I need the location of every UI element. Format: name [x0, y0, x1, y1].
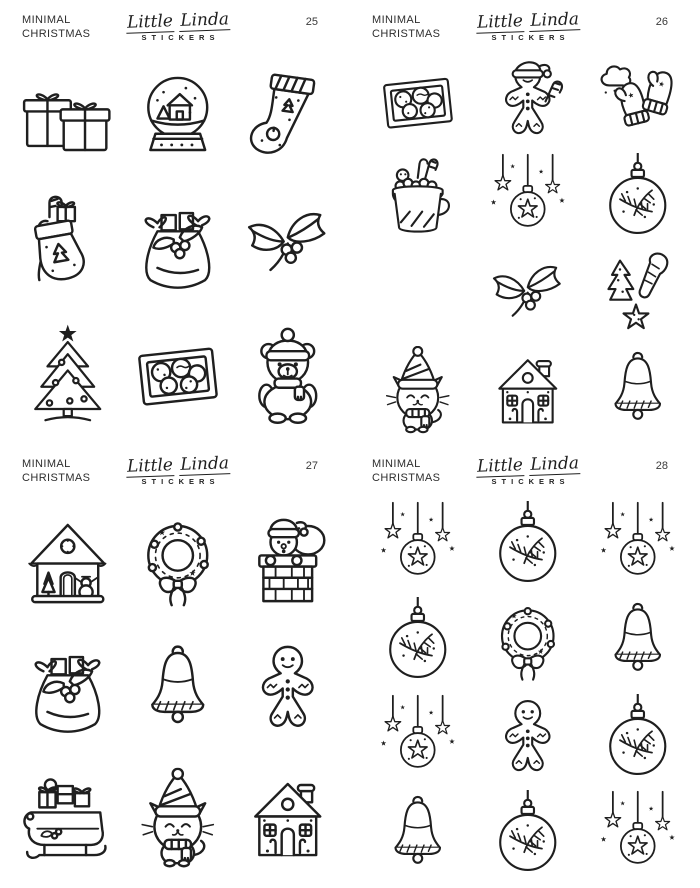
sticker-teddy-bear: [234, 311, 342, 438]
little-linda-logo: [126, 454, 230, 486]
sheet-page-1: [0, 0, 350, 444]
holly-icon: [477, 250, 579, 339]
logo-word-2: Linda: [529, 9, 580, 31]
brand-line-2: CHRISTMAS: [22, 28, 91, 41]
page-number: 25: [305, 16, 318, 28]
gift-sack-icon: [127, 186, 229, 305]
gingerbread-santa-icon: [477, 57, 579, 146]
logo-word-1: Little: [126, 11, 174, 33]
sticker-gingerbread-santa: [474, 54, 582, 149]
cookie-box-icon: [127, 315, 229, 434]
empty-cell: [364, 247, 472, 342]
cat-icon: [367, 346, 469, 435]
logo-script: [126, 9, 231, 33]
sleigh-icon: [17, 759, 119, 878]
hanging-stars-icon: [477, 153, 579, 242]
gingerbread-man-icon: [237, 630, 339, 749]
gingerbread-man-icon: [477, 694, 579, 783]
bell-icon: [367, 790, 469, 879]
brand-line-1: MINIMAL: [22, 458, 71, 470]
sticker-sleigh: [14, 755, 122, 882]
gingerbread-house-icon: [477, 346, 579, 435]
sheet-header: [364, 10, 692, 54]
sticker-stocking: [234, 54, 342, 181]
little-linda-logo: [476, 10, 580, 42]
sticker-hanging-stars: [584, 788, 692, 883]
teddy-bear-icon: [237, 315, 339, 434]
sticker-snow-globe: [124, 54, 232, 181]
ornament-pine-icon: [587, 153, 689, 242]
sheet-page-3: [0, 444, 350, 888]
brand-line-2: CHRISTMAS: [372, 472, 441, 485]
logo-word-1: Little: [126, 455, 174, 477]
sticker-gift-sack: [124, 183, 232, 310]
ornament-pine-icon: [477, 501, 579, 590]
sheet-header: [14, 454, 342, 498]
brand-line-2: CHRISTMAS: [22, 472, 91, 485]
logo-subtitle: STICKERS: [141, 477, 220, 486]
page-number: 27: [305, 460, 318, 472]
sticker-ornament-pine: [584, 691, 692, 786]
hanging-stars-icon: [367, 501, 469, 590]
sticker-stocking-gifts: [14, 183, 122, 310]
wreath-icon: [127, 502, 229, 621]
gift-sack-icon: [17, 630, 119, 749]
sticker-cat: [124, 755, 232, 882]
stocking-icon: [237, 58, 339, 177]
logo-word-1: Little: [476, 11, 524, 33]
brand-label: [14, 454, 126, 486]
sticker-ornament-pine: [474, 498, 582, 593]
holly-icon: [237, 186, 339, 305]
cat-icon: [127, 759, 229, 878]
bell-icon: [587, 346, 689, 435]
sticker-gingerbread-man: [474, 691, 582, 786]
sticker-gift-boxes: [14, 54, 122, 181]
sticker-ornament-pine: [584, 151, 692, 246]
sticker-gingerbread-house: [234, 755, 342, 882]
ornament-pine-icon: [587, 694, 689, 783]
sticker-cocoa-mug: [364, 151, 472, 246]
ornament-pine-icon: [477, 790, 579, 879]
sticker-mittens: [584, 54, 692, 149]
sticker-bell: [124, 627, 232, 754]
sticker-hanging-stars: [364, 691, 472, 786]
brand-line-1: MINIMAL: [372, 14, 421, 26]
page-number: 26: [655, 16, 668, 28]
brand-label: [364, 454, 476, 486]
sticker-gingerbread-house: [474, 344, 582, 439]
mittens-icon: [587, 57, 689, 146]
gift-boxes-icon: [17, 58, 119, 177]
sticker-cat: [364, 344, 472, 439]
logo-word-1: Little: [476, 455, 524, 477]
sticker-ornament-pine: [474, 788, 582, 883]
sticker-cookies: [584, 247, 692, 342]
sticker-grid: [364, 498, 692, 882]
tree-icon: [17, 315, 119, 434]
sticker-hanging-stars: [474, 151, 582, 246]
sticker-grid: [364, 54, 692, 438]
sticker-bell: [584, 595, 692, 690]
hanging-stars-icon: [587, 501, 689, 590]
brand-label: [364, 10, 476, 42]
sticker-holly: [234, 183, 342, 310]
brand-line-2: CHRISTMAS: [372, 28, 441, 41]
cookie-box-icon: [367, 57, 469, 146]
logo-subtitle: STICKERS: [141, 33, 220, 42]
ornament-pine-icon: [367, 597, 469, 686]
sheet-header: [364, 454, 692, 498]
page-number: 28: [655, 460, 668, 472]
gingerbread-house-icon: [237, 759, 339, 878]
brand-line-1: MINIMAL: [22, 14, 71, 26]
sticker-bell: [364, 788, 472, 883]
sticker-ornament-pine: [364, 595, 472, 690]
sticker-wreath: [474, 595, 582, 690]
bell-icon: [587, 597, 689, 686]
snow-globe-icon: [127, 58, 229, 177]
bell-icon: [127, 630, 229, 749]
sheet-header: [14, 10, 342, 54]
sticker-holly: [474, 247, 582, 342]
hanging-stars-icon: [587, 790, 689, 879]
logo-script: [476, 453, 581, 477]
sticker-cookie-box: [364, 54, 472, 149]
sheet-page-2: [350, 0, 700, 444]
logo-script: [126, 453, 231, 477]
sheet-page-4: [350, 444, 700, 888]
logo-word-2: Linda: [179, 453, 230, 475]
sticker-hanging-stars: [584, 498, 692, 593]
little-linda-logo: [126, 10, 230, 42]
sticker-wreath: [124, 498, 232, 625]
logo-subtitle: STICKERS: [491, 33, 570, 42]
wreath-icon: [477, 597, 579, 686]
cookies-icon: [587, 250, 689, 339]
logo-word-2: Linda: [529, 453, 580, 475]
sticker-tree: [14, 311, 122, 438]
logo-script: [476, 9, 581, 33]
sticker-santa-chimney: [234, 498, 342, 625]
logo-word-2: Linda: [179, 9, 230, 31]
brand-label: [14, 10, 126, 42]
stocking-gifts-icon: [17, 186, 119, 305]
brand-line-1: MINIMAL: [372, 458, 421, 470]
sticker-gift-sack: [14, 627, 122, 754]
logo-subtitle: STICKERS: [491, 477, 570, 486]
little-linda-logo: [476, 454, 580, 486]
sticker-snowy-house: [14, 498, 122, 625]
sticker-grid: [14, 54, 342, 438]
sticker-grid: [14, 498, 342, 882]
sticker-cookie-box: [124, 311, 232, 438]
sticker-gingerbread-man: [234, 627, 342, 754]
snowy-house-icon: [17, 502, 119, 621]
hanging-stars-icon: [367, 694, 469, 783]
sticker-hanging-stars: [364, 498, 472, 593]
santa-chimney-icon: [237, 502, 339, 621]
sticker-bell: [584, 344, 692, 439]
cocoa-mug-icon: [367, 153, 469, 242]
